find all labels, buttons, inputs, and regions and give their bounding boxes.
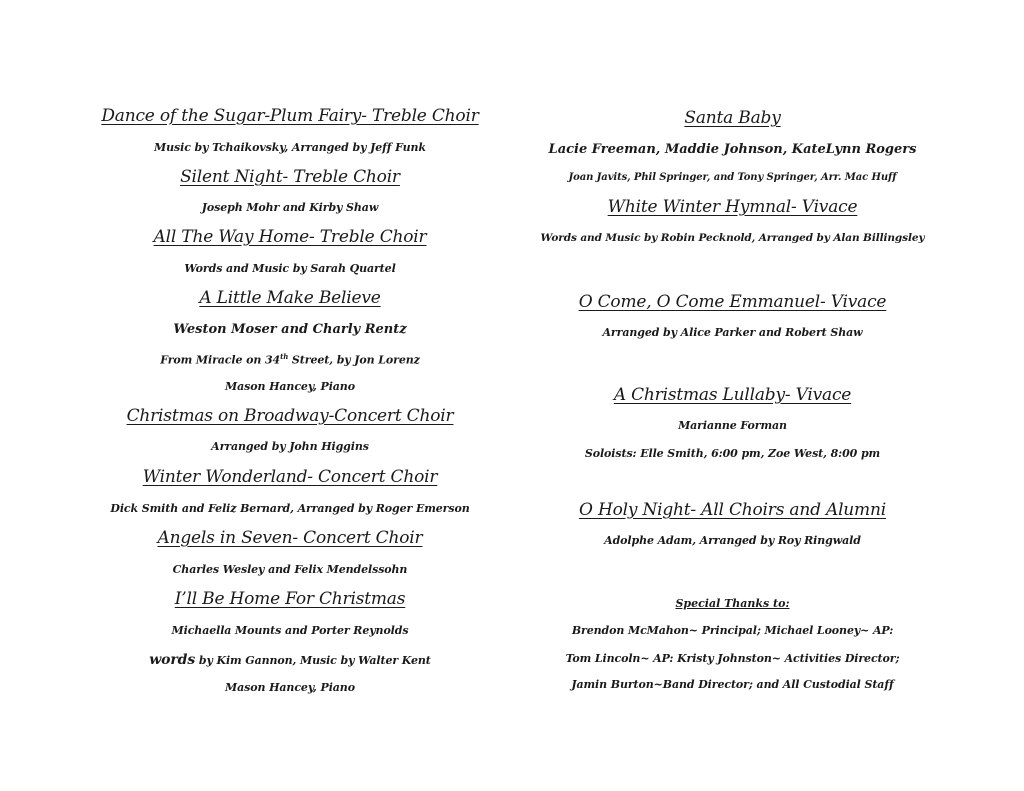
song-title: All The Way Home- Treble Choir — [153, 227, 427, 247]
song-credit-part: by Kim Gannon, Music by Walter Kent — [195, 654, 431, 667]
thanks-heading: Special Thanks to: — [675, 597, 790, 610]
thanks-line: Tom Lincoln~ AP: Kristy Johnston~ Activities Director; — [565, 652, 900, 665]
song-credit: Arranged by Alice Parker and Robert Shaw — [602, 326, 863, 339]
song-credit: Dick Smith and Feliz Bernard, Arranged by Roger Emerson — [110, 502, 470, 515]
song-credit: Arranged by John Higgins — [211, 440, 369, 453]
superscript: th — [280, 352, 289, 361]
song-performers: Michaella Mounts and Porter Reynolds — [171, 624, 409, 637]
song-title: Angels in Seven- Concert Choir — [157, 528, 423, 548]
song-credit — [100, 352, 480, 367]
song-credit-part: Street, by Jon Lorenz — [288, 353, 420, 367]
song-credit: Words and Music by Robin Pecknold, Arranged by Alan Billingsley — [540, 232, 925, 244]
song-credit — [100, 652, 480, 668]
thanks-line: Brendon McMahon~ Principal; Michael Looney~ AP: — [571, 624, 894, 637]
song-credit-part: words — [149, 652, 196, 668]
song-credit: Marianne Forman — [678, 419, 787, 432]
song-title: A Little Make Believe — [199, 288, 381, 308]
song-title: Santa Baby — [684, 108, 781, 128]
song-title: I’ll Be Home For Christmas — [174, 589, 406, 609]
song-credit: Charles Wesley and Felix Mendelssohn — [172, 563, 408, 576]
song-title: O Come, O Come Emmanuel- Vivace — [578, 292, 887, 312]
song-title: Winter Wonderland- Concert Choir — [142, 467, 438, 487]
song-performers: Lacie Freeman, Maddie Johnson, KateLynn Rogers — [548, 142, 917, 157]
song-title: A Christmas Lullaby- Vivace — [613, 385, 852, 405]
thanks-line: Jamin Burton~Band Director; and All Custodial Staff — [571, 678, 894, 691]
song-credit: Adolphe Adam, Arranged by Roy Ringwald — [604, 534, 861, 547]
song-title: O Holy Night- All Choirs and Alumni — [579, 500, 886, 520]
song-accompanist: Mason Hancey, Piano — [225, 380, 355, 393]
song-credit: Words and Music by Sarah Quartel — [184, 262, 396, 275]
song-title: White Winter Hymnal- Vivace — [607, 197, 858, 217]
song-credit: Music by Tchaikovsky, Arranged by Jeff Funk — [154, 141, 426, 154]
song-credit: Joseph Mohr and Kirby Shaw — [201, 201, 379, 214]
song-accompanist: Mason Hancey, Piano — [225, 681, 355, 694]
song-title: Christmas on Broadway-Concert Choir — [126, 406, 454, 426]
song-title: Silent Night- Treble Choir — [180, 167, 400, 187]
song-performers: Weston Moser and Charly Rentz — [173, 322, 407, 337]
song-credit-part: From Miracle on 34 — [160, 353, 281, 367]
song-soloists: Soloists: Elle Smith, 6:00 pm, Zoe West, 8:00 pm — [584, 447, 881, 460]
song-credit: Joan Javits, Phil Springer, and Tony Springer, Arr. Mac Huff — [568, 172, 897, 183]
song-title: Dance of the Sugar-Plum Fairy- Treble Choir — [101, 106, 479, 126]
